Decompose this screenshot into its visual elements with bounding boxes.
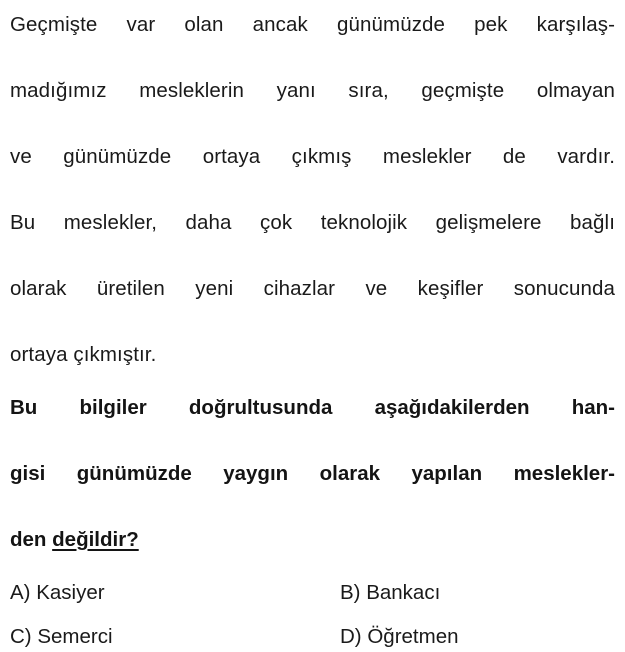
passage-line: Bu meslekler, daha çok teknolojik gelişmelere bağlı	[10, 211, 615, 234]
passage-line: madığımız mesleklerin yanı sıra, geçmişte olmayan	[10, 79, 615, 102]
question-line-final	[10, 523, 615, 556]
option-b[interactable]	[340, 578, 615, 608]
passage-text	[10, 8, 615, 371]
option-c[interactable]	[10, 622, 340, 652]
answer-options	[10, 578, 615, 652]
question-line: gisi günümüzde yaygın olarak yapılan meslekler-	[10, 462, 615, 485]
question-keyword-degildir: değildir?	[52, 528, 139, 551]
passage-line: olarak üretilen yeni cihazlar ve keşifler sonucunda	[10, 277, 615, 300]
question-line: Bu bilgiler doğrultusunda aşağıdakilerden han-	[10, 396, 615, 419]
option-a-text: Kasiyer	[36, 581, 105, 604]
passage-line: ortaya çıkmıştır.	[10, 343, 157, 366]
question-line-final-prefix: den	[10, 528, 53, 551]
option-a[interactable]	[10, 578, 340, 608]
option-d-text: Öğretmen	[367, 625, 459, 648]
option-a-label: A)	[10, 581, 31, 604]
option-d-label: D)	[340, 625, 362, 648]
option-c-label: C)	[10, 625, 32, 648]
option-b-text: Bankacı	[366, 581, 441, 604]
option-c-text: Semerci	[37, 625, 113, 648]
passage-line: Geçmişte var olan ancak günümüzde pek karşılaş-	[10, 13, 615, 36]
passage-paragraph	[10, 8, 615, 371]
passage-line: ve günümüzde ortaya çıkmış meslekler de vardır.	[10, 145, 615, 168]
option-b-label: B)	[340, 581, 361, 604]
option-d[interactable]	[340, 622, 615, 652]
question-prompt	[10, 391, 615, 556]
